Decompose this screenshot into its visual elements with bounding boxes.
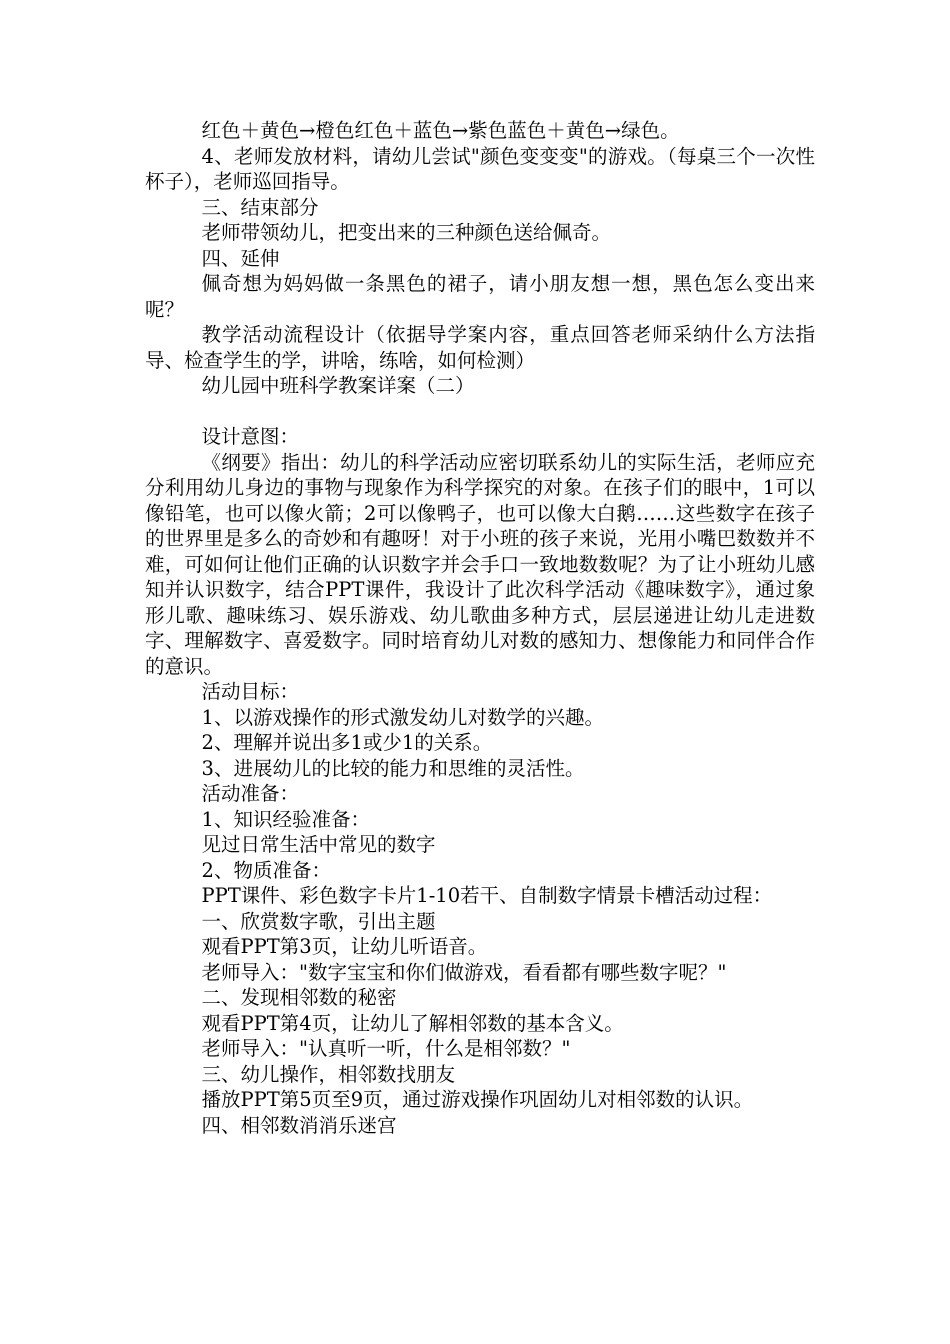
step-2-heading: 二、发现相邻数的秘密 [201,986,397,1009]
document-page [145,118,815,1138]
flow-design-paragraph: 教学活动流程设计（依据导学案内容，重点回答老师采纳什么方法指导、检查学生的学，讲啥，练啥，如何检测） [145,323,815,372]
step-1-detail: 观看PPT第3页，让幼儿听语音。 [201,935,488,958]
blank-line [145,399,815,425]
color-mixing-line: 红色＋黄色→橙色红色＋蓝色→紫色蓝色＋黄色→绿色。 [201,119,680,142]
step-4-paragraph: 4、老师发放材料，请幼儿尝试"颜色变变变"的游戏。（每桌三个一次性杯子），老师巡回指导。 [145,144,815,193]
step-1-teacher-intro: 老师导入："数字宝宝和你们做游戏，看看都有哪些数字呢？" [201,960,727,984]
step-4-heading: 四、相邻数消消乐迷宫 [201,1113,397,1137]
preparation-item-1: 1、知识经验准备： [201,807,370,831]
goals-heading: 活动目标： [201,680,300,703]
section-heading-ending: 三、结束部分 [201,195,319,219]
step-3-heading: 三、幼儿操作，相邻数找朋友 [201,1062,456,1086]
design-intent-paragraph: 《纲要》指出：幼儿的科学活动应密切联系幼儿的实际生活，老师应充分利用幼儿身边的事物与现象作为科学探究的对象。在孩子们的眼中，1可以像铅笔，也可以像火箭；2可以像鸭子，也可以像大白鹅……这些数字在孩子的世界里是多么的奇妙和有趣呀！对于小班的孩子来说，光用小嘴巴数数并不难，可如何让他们正确的认识数字并会手口一致地数数呢？为了让小班幼儿感知并认识数字，结合PPT课件，我设计了此次科学活动《趣味数字》，通过象形儿歌、趣味练习、娱乐游戏、幼儿歌曲多种方式，层层递进让幼儿走进数字、理解数字、喜爱数字。同时培育幼儿对数的感知力、想像能力和同伴合作的意识。 [145,450,815,678]
goal-item-2: 2、理解并说出多1或少1的关系。 [201,731,493,754]
step-3-detail: 播放PPT第5页至9页，通过游戏操作巩固幼儿对相邻数的认识。 [201,1088,754,1111]
preparation-heading: 活动准备： [201,782,300,805]
preparation-item-2: 2、物质准备： [201,858,331,882]
goal-item-3: 3、进展幼儿的比较的能力和思维的灵活性。 [201,756,585,780]
design-intent-heading: 设计意图： [201,425,300,448]
step-2-detail: 观看PPT第4页，让幼儿了解相邻数的基本含义。 [201,1011,624,1035]
step-2-teacher-intro: 老师导入："认真听一听，什么是相邻数？" [201,1037,571,1060]
preparation-item-2-detail: PPT课件、彩色数字卡片1-10若干、自制数字情景卡槽活动过程： [201,884,773,907]
lesson-plan-title: 幼儿园中班科学教案详案（二） [201,374,475,397]
goal-item-1: 1、以游戏操作的形式激发幼儿对数学的兴趣。 [201,705,604,729]
step-1-heading: 一、欣赏数字歌，引出主题 [201,909,436,933]
preparation-item-1-detail: 见过日常生活中常见的数字 [201,833,436,856]
section-heading-extension: 四、延伸 [201,246,280,270]
ending-paragraph: 老师带领幼儿，把变出来的三种颜色送给佩奇。 [201,221,612,244]
extension-paragraph: 佩奇想为妈妈做一条黑色的裙子，请小朋友想一想，黑色怎么变出来呢？ [145,272,815,321]
